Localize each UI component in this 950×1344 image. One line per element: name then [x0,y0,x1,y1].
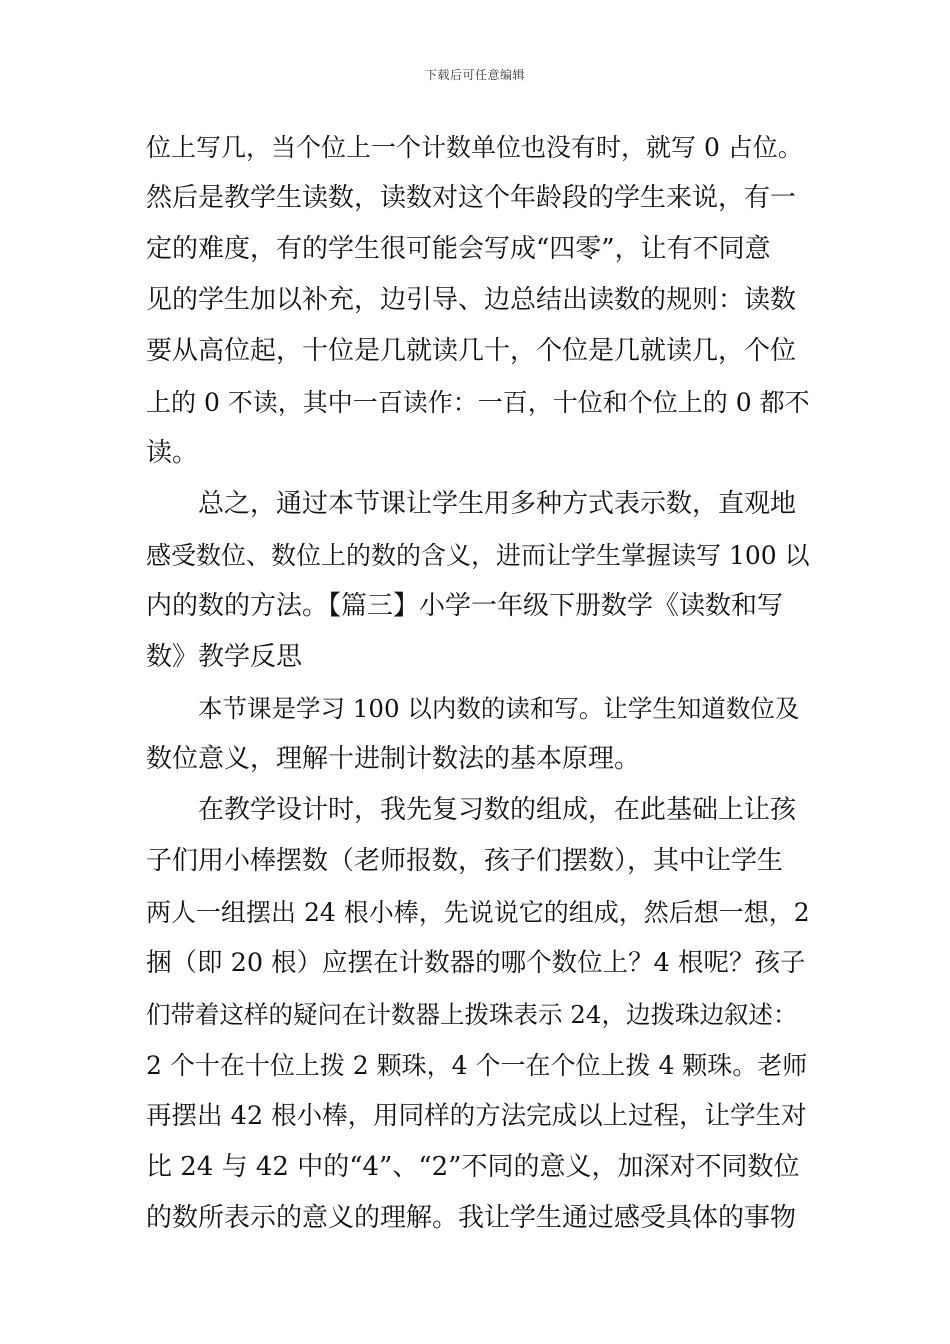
text-line: 定的难度，有的学生很可能会写成“四零”，让有不同意 [146,234,771,264]
text-line: 的数所表示的意义的理解。我让学生通过感受具体的事物 [146,1203,797,1233]
text-line: 2 个十在十位上拨 2 颗珠，4 个一在个位上拨 4 颗珠。老师 [146,1051,808,1080]
page-header: 下载后可任意编辑 [424,68,525,82]
text-line: 读。 [146,438,199,468]
text-line: 数》教学反思 [146,642,303,672]
text-line: 捆（即 20 根）应摆在计数器的哪个数位上？4 根呢？孩子 [146,948,806,978]
text-line: 见的学生加以补充，边引导、边总结出读数的规则：读数 [146,285,797,315]
text-line: 子们用小棒摆数（老师报数，孩子们摆数），其中让学生 [146,846,784,876]
text-line: 们带着这样的疑问在计数器上拨珠表示 24，边拨珠边叙述： [146,1000,798,1029]
text-line: 内的数的方法。【篇三】小学一年级下册数学《读数和写 [146,591,784,621]
document-body [146,122,810,1244]
paragraph-start-line: 总之，通过本节课让学生用多种方式表示数，直观地 [198,489,797,519]
text-line: 再摆出 42 根小棒，用同样的方法完成以上过程，让学生对 [146,1101,807,1131]
text-line: 位上写几，当个位上一个计数单位也没有时，就写 0 占位。 [146,133,803,162]
text-line: 比 24 与 42 中的“4”、“2”不同的意义，加深对不同数位 [146,1152,800,1182]
text-line: 数位意义，理解十进制计数法的基本原理。 [146,744,641,774]
paragraph-start-line: 本节课是学习 100 以内数的读和写。让学生知道数位及 [198,694,800,723]
text-line: 两人一组摆出 24 根小棒，先说说它的组成，然后想一想，2 [146,898,810,927]
text-line: 上的 0 不读，其中一百读作：一百，十位和个位上的 0 都不 [146,388,810,417]
paragraph-start-line: 在教学设计时，我先复习数的组成，在此基础上让孩 [198,795,797,825]
text-line: 然后是教学生读数，读数对这个年龄段的学生来说，有一 [146,183,797,213]
text-line: 感受数位、数位上的数的含义，进而让学生掌握读写 100 以 [146,541,810,570]
text-line: 要从高位起，十位是几就读几十，个位是几就读几，个位 [146,336,797,366]
